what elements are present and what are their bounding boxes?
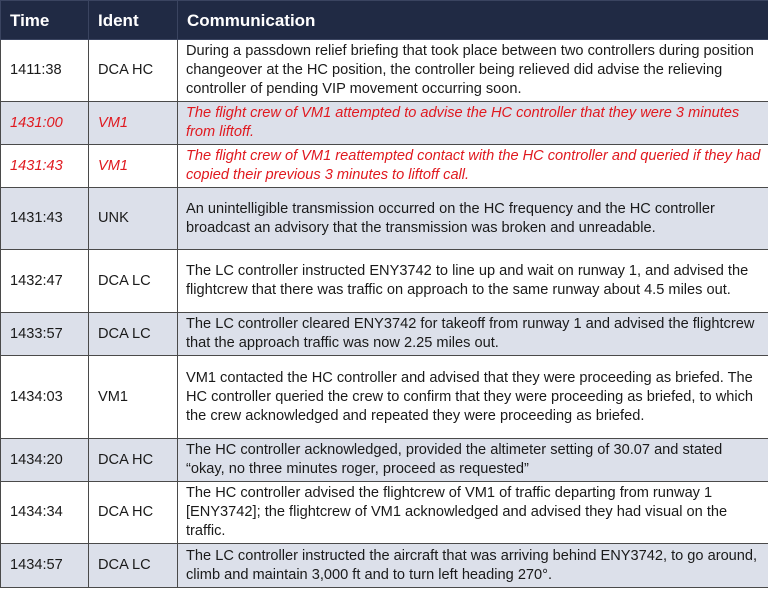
time-cell: 1431:43 <box>1 188 89 250</box>
table-row-highlighted <box>1 145 768 188</box>
ident-cell: DCA HC <box>89 40 178 102</box>
header-row <box>1 1 768 40</box>
communication-cell: The HC controller advised the flightcrew of VM1 of traffic departing from runway 1 [ENY3742]; the flightcrew of VM1 acknowledged and advised they had visual on the traffic. <box>178 482 768 544</box>
ident-cell: DCA LC <box>89 250 178 313</box>
ident-cell: DCA LC <box>89 313 178 356</box>
time-cell: 1434:03 <box>1 356 89 439</box>
header-time: Time <box>1 1 89 40</box>
communication-cell: An unintelligible transmission occurred on the HC frequency and the HC controller broadcast an advisory that the transmission was broken and unreadable. <box>178 188 768 250</box>
ident-cell: DCA HC <box>89 482 178 544</box>
table-row <box>1 188 768 250</box>
header-communication: Communication <box>178 1 768 40</box>
communication-cell: The HC controller acknowledged, provided the altimeter setting of 30.07 and stated “okay, no three minutes roger, proceed as requested” <box>178 439 768 482</box>
table-body <box>1 40 768 588</box>
time-cell: 1411:38 <box>1 40 89 102</box>
time-cell: 1432:47 <box>1 250 89 313</box>
table-row <box>1 439 768 482</box>
ident-cell: VM1 <box>89 145 178 188</box>
table-row-highlighted <box>1 102 768 145</box>
communication-cell: The LC controller cleared ENY3742 for takeoff from runway 1 and advised the flightcrew that the approach traffic was now 2.25 miles out. <box>178 313 768 356</box>
table-header <box>1 1 768 40</box>
ident-cell: VM1 <box>89 102 178 145</box>
time-cell: 1434:57 <box>1 544 89 588</box>
time-cell: 1431:00 <box>1 102 89 145</box>
time-cell: 1433:57 <box>1 313 89 356</box>
header-ident: Ident <box>89 1 178 40</box>
time-cell: 1434:34 <box>1 482 89 544</box>
communication-cell: The LC controller instructed the aircraft that was arriving behind ENY3742, to go around, climb and maintain 3,000 ft and to turn left heading 270°. <box>178 544 768 588</box>
communication-cell: The LC controller instructed ENY3742 to line up and wait on runway 1, and advised the flightcrew that there was traffic on approach to the same runway about 4.5 miles out. <box>178 250 768 313</box>
time-cell: 1434:20 <box>1 439 89 482</box>
communication-cell: VM1 contacted the HC controller and advised that they were proceeding as briefed. The HC controller queried the crew to confirm that they were proceeding as briefed, to which the crew acknowledged and repeated they were proceeding as briefed. <box>178 356 768 439</box>
ident-cell: DCA HC <box>89 439 178 482</box>
ident-cell: VM1 <box>89 356 178 439</box>
ident-cell: UNK <box>89 188 178 250</box>
table-row <box>1 356 768 439</box>
table-row <box>1 40 768 102</box>
table-row <box>1 250 768 313</box>
table-row <box>1 313 768 356</box>
communication-cell: The flight crew of VM1 attempted to advise the HC controller that they were 3 minutes from liftoff. <box>178 102 768 145</box>
time-cell: 1431:43 <box>1 145 89 188</box>
table-row <box>1 544 768 588</box>
communication-cell: During a passdown relief briefing that took place between two controllers during position changeover at the HC position, the controller being relieved did advise the relieving controller of pending VIP movement occurring soon. <box>178 40 768 102</box>
ident-cell: DCA LC <box>89 544 178 588</box>
communication-cell: The flight crew of VM1 reattempted contact with the HC controller and queried if they had copied their previous 3 minutes to liftoff call. <box>178 145 768 188</box>
table-row <box>1 482 768 544</box>
